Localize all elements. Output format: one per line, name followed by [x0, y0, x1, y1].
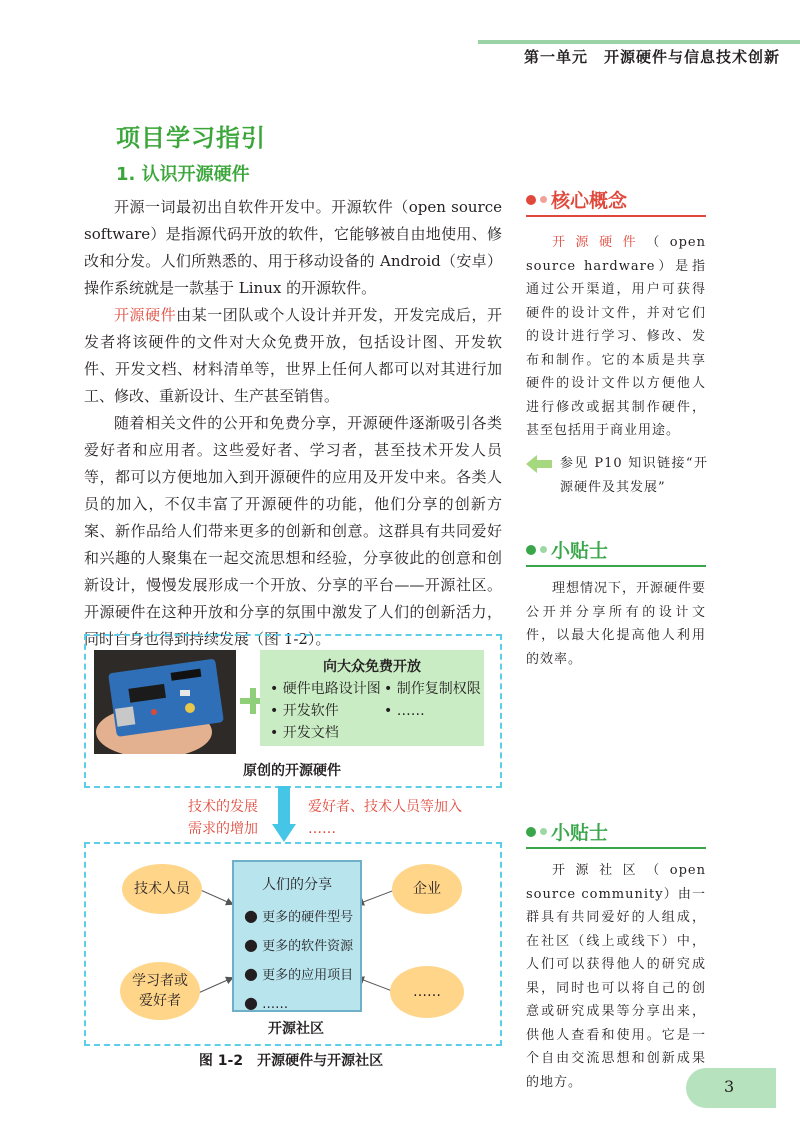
sharing-box	[232, 860, 362, 1012]
right-arrow-label-1: 爱好者、技术人员等加入	[308, 799, 462, 815]
core-concept-text	[526, 231, 706, 443]
header-rule	[478, 40, 800, 44]
hardware-board-image	[94, 650, 236, 754]
bullet-icon	[526, 545, 536, 555]
tip-box-2	[526, 818, 706, 1094]
term-highlight: 开源硬件	[114, 306, 177, 324]
original-hardware-label: 原创的开源硬件	[243, 763, 341, 779]
core-concept-definition: （open source hardware）是指通过公开渠道，用户可获得硬件的设计文件，并对它们的设计进行学习、修改、发布和制作。它的本质是共享硬件的设计文件以方便他人进行修改或据其制作硬件，甚至包括用于商业用途。	[526, 235, 706, 438]
bullet-icon	[540, 196, 547, 203]
tip-1-text: 理想情况下，开源硬件要公开并分享所有的设计文件，以最大化提高他人利用的效率。	[526, 581, 707, 667]
paragraph-2	[84, 302, 502, 410]
left-arrow-label-2: 需求的增加	[188, 821, 258, 837]
paragraph-1: 开源一词最初出自软件开发中。开源软件（open source software）是指源代码开放的软件，它能够被自由地使用、修改和分发。人们所熟悉的、用于移动设备的 Android（安卓）操作系统就是一款基于 Linux 的开源软件。	[84, 198, 502, 297]
core-concept-title: 核心概念	[551, 190, 628, 212]
original-hardware-box	[84, 634, 502, 788]
section-subtitle: 1. 认识开源硬件	[116, 164, 250, 185]
bullet-icon	[526, 195, 536, 205]
node-technicians: 技术人员	[122, 864, 202, 914]
section-title: 项目学习指引	[116, 124, 266, 152]
bullet-icon	[526, 827, 536, 837]
tip-1-title: 小贴士	[551, 540, 609, 562]
community-label: 开源社区	[268, 1021, 324, 1037]
bullet-icon	[540, 828, 547, 835]
tip-1-rule	[526, 565, 706, 567]
body-text	[84, 194, 502, 653]
core-concept-term: 开源硬件	[552, 235, 647, 250]
sharing-item: ● 更多的硬件型号	[244, 906, 354, 925]
panel-item: • 开发文档	[270, 725, 339, 741]
sharing-item: ● 更多的软件资源	[244, 935, 354, 954]
paragraph-3: 随着相关文件的公开和免费分享，开源硬件逐渐吸引各类爱好者和应用者。这些爱好者、学习者，甚至技术开发人员等，都可以方便地加入到开源硬件的应用及开发中来。各类人员的加入，不仅丰富了开源硬件的功能，他们分享的创新方案、新作品给人们带来更多的创新和创意。这群具有共同爱好和兴趣的人聚集在一起交流思想和经验，分享彼此的创意和创新设计，慢慢发展形成一个开放、分享的平台——开源社区。开源硬件在这种开放和分享的氛围中激发了人们的创新活力，同时自身也得到持续发展（图 1-2）。	[84, 414, 502, 648]
tip-2-text: 开源社区（open source community）由一群具有共同爱好的人组成，在社区（线上或线下）中，人们可以获得他人的研究成果，同时也可以将自己的创意或研究成果等分享出来，供他人查看和使用。它是一个自由交流思想和创新成果的地方。	[526, 863, 706, 1090]
node-learners: 学习者或爱好者	[120, 962, 200, 1020]
tip-box-1	[526, 536, 706, 671]
tip-2-title: 小贴士	[551, 822, 609, 844]
core-concept-box	[526, 186, 706, 443]
cross-reference-text: 参见 P10 知识链接“开源硬件及其发展”	[560, 456, 708, 495]
page-number: 3	[724, 1077, 735, 1096]
sharing-title: 人们的分享	[262, 877, 332, 893]
node-more: ……	[390, 966, 464, 1018]
open-source-community-box	[84, 842, 502, 1046]
node-enterprise: 企业	[392, 864, 462, 914]
tip-2-rule	[526, 847, 706, 849]
panel-item: • 开发软件	[270, 703, 339, 719]
core-concept-rule	[526, 215, 706, 217]
page-number-tab	[686, 1068, 776, 1108]
panel-title: 向大众免费开放	[323, 659, 421, 675]
bullet-icon	[540, 546, 547, 553]
panel-item: • 硬件电路设计图	[270, 681, 381, 697]
panel-item: • 制作复制权限	[384, 681, 481, 697]
free-open-panel	[260, 650, 484, 746]
running-title: 第一单元 开源硬件与信息技术创新	[523, 48, 780, 66]
arrow-left-icon	[526, 455, 552, 473]
paragraph-2-text: 由某一团队或个人设计并开发，开发完成后，开发者将该硬件的文件对大众免费开放，包括设计图、开发软件、开发文档、材料清单等，世界上任何人都可以对其进行加工、修改、重新设计、生产甚至销售。	[84, 306, 502, 405]
left-arrow-label-1: 技术的发展	[188, 799, 258, 815]
sharing-item: ● ……	[244, 993, 289, 1012]
right-arrow-label-2: ……	[308, 821, 336, 837]
figure-caption: 图 1-2 开源硬件与开源社区	[198, 1053, 384, 1069]
sharing-item: ● 更多的应用项目	[244, 964, 354, 983]
panel-item: • ……	[384, 703, 425, 719]
down-arrow-icon	[272, 786, 296, 842]
cross-reference	[526, 452, 708, 499]
